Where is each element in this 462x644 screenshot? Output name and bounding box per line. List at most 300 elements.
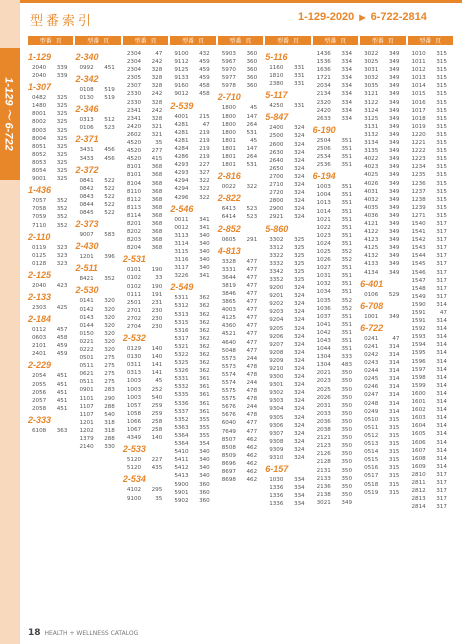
page-ref: 140 [151, 346, 163, 353]
model-number: 0130 [79, 95, 94, 102]
index-row [170, 481, 215, 489]
index-row [313, 272, 358, 280]
page-ref: 334 [341, 107, 353, 114]
page-ref: 320 [104, 338, 115, 345]
page-range [298, 11, 427, 23]
page-ref: 242 [151, 107, 163, 114]
index-row [408, 252, 453, 260]
index-row [218, 104, 263, 112]
index-row [408, 196, 453, 204]
page-ref: 462 [246, 469, 258, 476]
model-number: 1004 [316, 192, 331, 199]
model-number: 1022 [316, 224, 331, 231]
model-number: 0241 [364, 335, 379, 342]
page-title: 型番索引 [30, 14, 95, 29]
index-row [218, 153, 263, 161]
model-number: 1010 [411, 51, 426, 57]
model-number: 3021 [316, 499, 331, 506]
index-row [360, 204, 405, 212]
index-row [360, 359, 405, 367]
model-number: 3121 [364, 91, 379, 98]
model-number: 0112 [32, 327, 47, 334]
page-ref: 314 [436, 390, 447, 397]
index-row [408, 293, 453, 301]
page-ref: 315 [436, 156, 447, 163]
page-ref: 349 [388, 83, 400, 90]
index-row [218, 444, 263, 452]
page-ref: 35 [155, 495, 163, 502]
model-number: 1236 [411, 180, 426, 187]
model-number: 4294 [174, 186, 189, 193]
series-heading: 2-342 [75, 74, 99, 85]
model-number: 4293 [174, 170, 189, 177]
index-row [123, 394, 168, 402]
index-row [218, 347, 263, 355]
page-ref: 315 [436, 131, 447, 138]
model-number: 1201 [79, 419, 94, 426]
model-number: 0511 [364, 424, 379, 431]
index-row [75, 370, 120, 378]
model-number: 9210 [269, 366, 284, 372]
page-ref: 315 [436, 172, 447, 179]
model-number: 2501 [126, 299, 142, 306]
page-ref: 396 [104, 254, 115, 261]
page-ref: 361 [199, 384, 210, 391]
index-column-1 [75, 50, 120, 635]
page-ref: 147 [246, 145, 258, 152]
page-ref: 315 [436, 59, 447, 66]
model-number: 0519 [364, 489, 379, 496]
index-row [313, 369, 358, 377]
model-number: 3431 [79, 147, 94, 154]
page-ref: 324 [293, 414, 305, 421]
index-row [218, 183, 263, 191]
model-number: 0242 [364, 352, 379, 358]
index-row [218, 371, 263, 379]
model-number: 4025 [364, 172, 379, 179]
model-number: 1801 [221, 162, 236, 169]
page-ref: 323 [56, 260, 68, 267]
page-ref: 334 [341, 83, 353, 90]
page-ref: 317 [436, 220, 447, 227]
index-row [408, 333, 453, 341]
page-ref: 324 [293, 206, 305, 213]
column-header-8 [408, 36, 453, 45]
range-tab-label: 1-129 〜 6-722 [3, 77, 16, 151]
model-number: 9206 [269, 333, 284, 340]
index-row [265, 252, 310, 260]
model-number: 3115 [174, 248, 189, 255]
model-number: 1604 [411, 423, 426, 430]
page-ref: 360 [199, 489, 210, 496]
model-number: 5364 [174, 441, 189, 448]
model-number: 1592 [411, 326, 426, 333]
model-number: 2058 [32, 405, 47, 412]
index-row [313, 256, 358, 264]
model-number: 5315 [174, 319, 189, 326]
index-row [170, 90, 215, 98]
model-number: 2710 [269, 182, 284, 189]
index-row [313, 499, 358, 507]
model-number: 9304 [269, 406, 284, 413]
page-ref: 320 [104, 298, 115, 305]
model-number: 1035 [316, 297, 331, 304]
series-group [265, 222, 310, 463]
page-ref: 231 [151, 299, 163, 306]
model-number: 0511 [79, 363, 94, 370]
model-number: 9133 [174, 75, 189, 82]
index-row [75, 346, 120, 354]
page-ref: 350 [341, 491, 353, 498]
index-row [218, 113, 263, 121]
model-number: 2506 [316, 145, 331, 152]
model-number: 1607 [411, 447, 426, 454]
page-ref: 244 [246, 355, 258, 362]
index-row [265, 149, 310, 157]
index-row [408, 439, 453, 447]
model-number: 5978 [221, 83, 236, 90]
page-ref: 315 [388, 489, 400, 496]
index-row [170, 232, 215, 240]
model-number: 3342 [269, 268, 284, 275]
page-ref: 360 [246, 51, 258, 57]
page-ref: 349 [388, 180, 400, 187]
model-number: 0111 [126, 291, 142, 298]
index-row [28, 167, 73, 175]
page-header: 頁 [340, 38, 347, 45]
model-number: 1480 [32, 103, 47, 110]
model-number: 2126 [316, 451, 331, 458]
series-heading: 2-372 [75, 164, 99, 175]
page-ref: 339 [56, 65, 68, 71]
page-ref: 324 [293, 157, 305, 164]
page-ref: 324 [293, 333, 305, 340]
page-header: 頁 [197, 38, 204, 45]
page-ref: 320 [104, 306, 115, 313]
index-row [170, 311, 215, 319]
index-row [75, 338, 120, 346]
model-number: 8003 [32, 127, 47, 134]
page-ref: 140 [151, 354, 163, 361]
index-row [265, 64, 310, 72]
model-number: 3644 [221, 274, 236, 281]
index-row [123, 155, 168, 163]
index-row [170, 264, 215, 272]
index-row [360, 408, 405, 416]
page-ref: 362 [199, 368, 210, 375]
page-ref: 351 [341, 289, 353, 296]
page-ref: 325 [56, 159, 68, 166]
index-row [170, 185, 215, 193]
page-ref: 351 [341, 273, 353, 280]
index-row [28, 110, 73, 118]
model-number: 5311 [174, 295, 189, 302]
model-number: 0515 [364, 457, 379, 464]
page-ref: 315 [436, 115, 447, 122]
page-header: 頁 [245, 38, 252, 45]
index-row [123, 402, 168, 410]
index-row [360, 147, 405, 155]
page-ref: 360 [246, 67, 258, 74]
index-row [123, 115, 168, 123]
model-number: 8114 [126, 212, 142, 219]
model-number: 0108 [79, 87, 94, 94]
series-heading: 1-436 [28, 185, 52, 196]
index-row [28, 72, 73, 80]
page-ref: 522 [104, 201, 115, 208]
model-number: 0313 [126, 370, 142, 377]
index-row [75, 314, 120, 322]
model-number: 3433 [79, 155, 94, 162]
index-row [313, 418, 358, 426]
model-number: 9204 [269, 317, 284, 324]
series-heading: 2-511 [75, 263, 98, 274]
model-number: 8203 [126, 237, 142, 244]
page-ref: 340 [199, 257, 210, 264]
index-row [265, 165, 310, 173]
index-row [408, 204, 453, 212]
index-row [408, 220, 453, 228]
page-ref: 340 [199, 449, 210, 456]
page-ref: 314 [388, 384, 400, 391]
column-header-7 [360, 36, 405, 45]
index-row [75, 116, 120, 124]
model-number: 5048 [221, 347, 236, 354]
page-ref: 230 [151, 324, 163, 330]
page-ref: 351 [341, 346, 353, 353]
model-number: 1595 [411, 350, 426, 357]
index-row [313, 386, 358, 394]
model-number: 2702 [126, 315, 142, 322]
model-number: 1600 [411, 390, 426, 397]
model-number: 9007 [79, 232, 94, 239]
index-row [408, 269, 453, 277]
model-number: 4640 [221, 339, 236, 346]
page-ref: 191 [151, 291, 163, 298]
index-row [360, 115, 405, 123]
index-row [28, 252, 73, 260]
model-number: 5574 [221, 380, 236, 386]
series-group [75, 50, 120, 72]
series-group [360, 277, 405, 299]
model-number: 9001 [32, 176, 47, 183]
model-number: 9308 [269, 438, 284, 445]
page-ref: 351 [341, 329, 353, 336]
model-number: 4125 [221, 315, 236, 322]
model-number: 4520 [126, 148, 142, 155]
page-ref: 349 [388, 253, 400, 260]
index-row [170, 489, 215, 497]
index-row [28, 135, 73, 143]
index-row [408, 463, 453, 471]
index-row [218, 58, 263, 66]
series-group [123, 442, 168, 472]
model-number: 0514 [364, 449, 379, 456]
page-ref: 315 [388, 441, 400, 448]
page-ref: 351 [341, 240, 353, 247]
index-row [360, 212, 405, 220]
model-number: 1018 [411, 115, 426, 122]
index-row [170, 256, 215, 264]
page-ref: 350 [341, 378, 353, 385]
index-columns [28, 50, 453, 635]
page-ref: 324 [293, 349, 305, 356]
page-ref: 317 [436, 229, 447, 236]
model-number: 2602 [126, 131, 142, 138]
page-ref: 324 [293, 141, 305, 148]
model-number: 0144 [79, 322, 94, 329]
model-number: 5901 [174, 489, 189, 496]
page-ref: 219 [199, 145, 210, 152]
index-row [408, 74, 453, 82]
index-row [75, 64, 120, 72]
model-number: 5326 [174, 368, 189, 375]
model-number: 1001 [364, 313, 379, 320]
page-ref: 314 [436, 334, 447, 341]
index-row [123, 307, 168, 315]
page-ref: 317 [436, 479, 447, 486]
index-row [123, 283, 168, 291]
index-row [75, 411, 120, 419]
model-number: 9200 [269, 285, 284, 292]
model-number: 7110 [32, 222, 47, 229]
model-number: 0249 [364, 408, 379, 415]
series-group [313, 50, 358, 123]
model-number: 1800 [221, 121, 236, 128]
model-number: 4125 [364, 245, 379, 252]
model-number: 5325 [174, 360, 189, 367]
index-row [75, 322, 120, 330]
index-row [170, 456, 215, 464]
page-header: 頁 [387, 38, 394, 45]
model-number: 5352 [174, 416, 189, 423]
model-number: 8508 [221, 444, 236, 451]
index-row [360, 424, 405, 432]
page-ref: 258 [151, 418, 163, 425]
page-ref: 462 [246, 444, 258, 451]
model-number: 4284 [174, 145, 189, 152]
model-number: 0102 [126, 283, 142, 290]
series-heading: 2-346 [75, 104, 99, 115]
index-row [75, 362, 120, 370]
model-number: 1058 [126, 410, 142, 417]
page-ref: 314 [436, 326, 447, 333]
model-number: 8507 [221, 436, 236, 443]
series-heading: 6-708 [360, 300, 384, 311]
index-row [265, 276, 310, 284]
model-number: 1235 [411, 172, 426, 179]
index-row [218, 436, 263, 444]
index-row [218, 306, 263, 314]
model-number: 9100 [126, 495, 142, 502]
page-ref: 320 [104, 330, 115, 337]
model-number: 5335 [174, 392, 189, 399]
model-number: 1101 [79, 395, 94, 402]
index-row [170, 294, 215, 302]
model-number: 4294 [174, 178, 189, 185]
page-ref: 352 [104, 276, 115, 283]
index-column-8 [408, 50, 453, 635]
page-ref: 350 [341, 459, 353, 466]
series-heading: 2-822 [217, 193, 241, 204]
model-number: 1605 [411, 431, 426, 438]
index-row [360, 66, 405, 74]
series-group [218, 50, 263, 90]
page-ref: 325 [293, 276, 305, 283]
model-number: 4036 [364, 212, 379, 219]
index-row [408, 277, 453, 285]
index-row [170, 472, 215, 480]
index-row [360, 383, 405, 391]
model-number: 1027 [316, 265, 331, 272]
page-ref: 352 [341, 297, 353, 304]
page-ref: 325 [56, 135, 68, 142]
page-ref: 314 [436, 366, 447, 373]
page-ref: 477 [246, 331, 258, 338]
index-row [28, 282, 73, 290]
page-header: 頁 [150, 38, 157, 45]
model-number: 1107 [79, 403, 94, 410]
page-ref: 317 [436, 245, 447, 252]
index-column-0 [28, 50, 73, 635]
index-row [218, 129, 263, 137]
model-number: 0901 [79, 387, 94, 394]
index-row [218, 266, 263, 274]
series-heading: 2-340 [75, 52, 99, 62]
model-number: 0245 [364, 376, 379, 383]
page-ref: 328 [151, 67, 163, 74]
page-ref: 324 [293, 317, 305, 324]
model-number: 0516 [364, 465, 379, 472]
index-row [170, 50, 215, 58]
index-row [408, 163, 453, 171]
index-row [360, 50, 405, 58]
index-row [408, 479, 453, 487]
model-number: 0482 [32, 95, 47, 102]
page-ref: 352 [341, 248, 353, 255]
index-row [170, 391, 215, 399]
model-number: 2704 [126, 324, 142, 330]
series-heading: 6-722 [360, 322, 384, 333]
index-row [170, 177, 215, 185]
page-ref: 321 [151, 131, 163, 138]
index-row [265, 213, 310, 221]
page-ref: 349 [388, 164, 400, 171]
series-heading: 2-546 [170, 203, 194, 214]
model-number: 8509 [221, 452, 236, 459]
index-row [170, 58, 215, 66]
model-number: 1160 [269, 65, 284, 71]
page-ref: 314 [436, 423, 447, 430]
series-group [218, 90, 263, 169]
index-row [408, 58, 453, 66]
index-row [170, 161, 215, 169]
index-row [28, 244, 73, 252]
page-ref: 317 [436, 504, 447, 511]
page-ref: 283 [104, 387, 115, 394]
page-ref: 230 [151, 307, 163, 314]
page-ref: 478 [246, 396, 258, 403]
index-row [265, 476, 310, 484]
page-ref: 349 [388, 51, 400, 57]
index-row [28, 304, 73, 312]
page-ref: 349 [388, 269, 400, 276]
page-ref: 362 [199, 360, 210, 367]
model-number: 4023 [364, 164, 379, 171]
series-heading: 2-710 [217, 92, 241, 103]
page-ref: 324 [293, 309, 305, 316]
index-row [313, 208, 358, 216]
